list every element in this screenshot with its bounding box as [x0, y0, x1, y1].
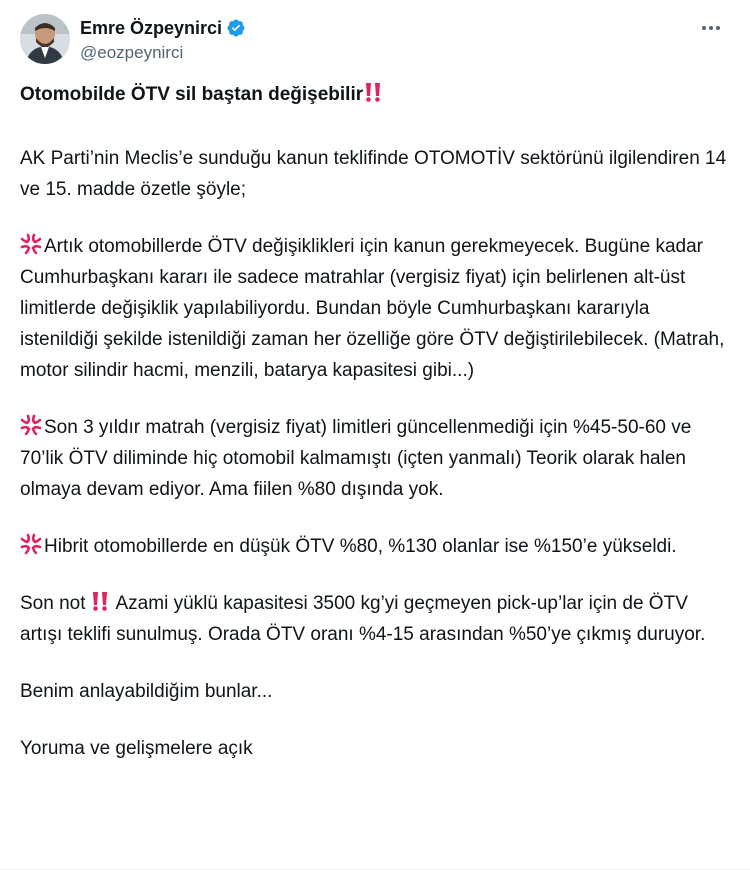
more-options-icon[interactable]: [696, 16, 726, 40]
double-exclamation-icon: [363, 81, 383, 103]
double-exclamation-icon: [90, 590, 110, 612]
last-note-paragraph: [20, 588, 732, 650]
point-1-text: Artık otomobillerde ÖTV değişiklikleri için kanun gerekmeyecek. Bugüne kadar Cumhurbaşkanı kararı ile sadece matrahlar (vergisiz fiyat) için belirlenen alt-üst limitlerde değişiklik yapılabiliyordu. Bundan böyle Cumhurbaşkanı kararıyla istenildiği şekilde istenildiği zaman her özelliğe göre ÖTV değiştirilebilecek. (Matrah, motor silindir hacmi, menzili, batarya kapasitesi gibi...): [20, 236, 725, 381]
point-3-text: Hibrit otomobillerde en düşük ÖTV %80, %130 olanlar ise %150’e yükseldi.: [44, 536, 677, 557]
last-note-prefix: Son not: [20, 593, 86, 614]
last-note-text: Azami yüklü kapasitesi 3500 kg’yi geçmeyen pick-up’lar için de ÖTV artışı teklifi sunulmuş. Orada ÖTV oranı %4-15 arasından %50’ye çıkmış duruyor.: [20, 593, 706, 645]
anger-symbol-icon: [20, 414, 42, 436]
author-block: [80, 16, 246, 63]
anger-symbol-icon: [20, 533, 42, 555]
point-2-text: Son 3 yıldır matrah (vergisiz fiyat) limitleri güncellenmediği için %45-50-60 ve 70’lik ÖTV diliminde hiç otomobil kalmamıştı (içten yanmalı) Teorik olarak halen olmaya devam ediyor. Ama fiilen %80 dışında yok.: [20, 417, 692, 500]
headline-text: Otomobilde ÖTV sil baştan değişebilir: [20, 84, 364, 105]
tweet-header: [20, 12, 730, 68]
author-name[interactable]: Emre Özpeynirci: [80, 17, 223, 38]
point-1-paragraph: [20, 231, 732, 386]
intro-paragraph: AK Parti’nin Meclis’e sunduğu kanun teklifinde OTOMOTİV sektörünü ilgilendiren 14 ve 15. madde özetle şöyle;: [20, 148, 727, 200]
point-2-paragraph: [20, 412, 732, 505]
avatar[interactable]: [20, 14, 70, 64]
closing-line-2: Yoruma ve gelişmelere açık: [20, 738, 253, 759]
closing-line-1: Benim anlayabildiğim bunlar...: [20, 681, 273, 702]
tweet-headline: [20, 80, 732, 110]
point-3-paragraph: [20, 531, 732, 562]
anger-symbol-icon: [20, 233, 42, 255]
verified-badge-icon: [226, 18, 246, 38]
tweet-text: [20, 80, 732, 764]
author-handle[interactable]: @eozpeynirci: [80, 43, 184, 62]
